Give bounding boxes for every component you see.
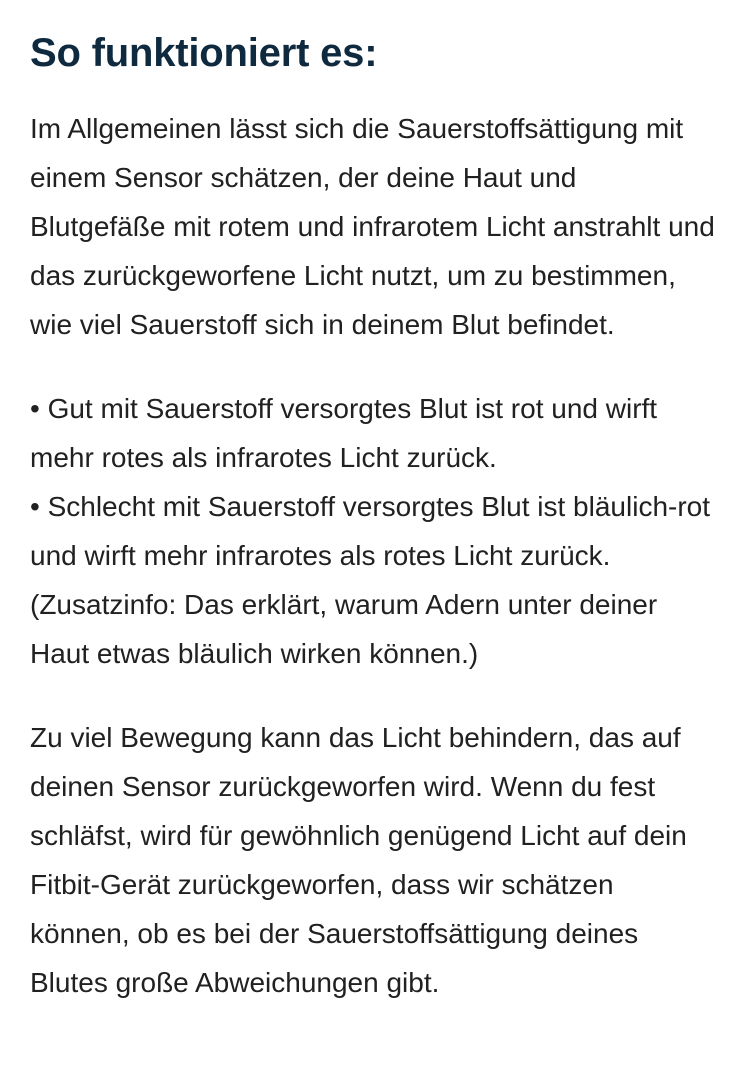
bullet-item-deoxygenated: • Schlecht mit Sauerstoff versorgtes Blut ist bläulich-rot und wirft mehr infrarotes als rotes Licht zurück. (Zusatzinfo: Das erklärt, warum Adern unter deiner Haut etwas bläulich wirken können.)	[30, 491, 711, 669]
bullet-list	[30, 384, 716, 678]
intro-paragraph: Im Allgemeinen lässt sich die Sauerstoffsättigung mit einem Sensor schätzen, der deine Haut und Blutgefäße mit rotem und infrarotem Licht anstrahlt und das zurückgeworfene Licht nutzt, um zu bestimmen, wie viel Sauerstoff sich in deinem Blut befindet.	[30, 113, 715, 340]
article	[30, 28, 716, 1007]
page-title: So funktioniert es:	[30, 31, 378, 75]
bullet-item-oxygenated: • Gut mit Sauerstoff versorgtes Blut ist rot und wirft mehr rotes als infrarotes Licht zurück.	[30, 393, 658, 473]
movement-paragraph: Zu viel Bewegung kann das Licht behindern, das auf deinen Sensor zurückgeworfen wird. Wenn du fest schläfst, wird für gewöhnlich genügend Licht auf dein Fitbit-Gerät zurückgeworfen, dass wir schätzen können, ob es bei der Sauerstoffsättigung deines Blutes große Abweichungen gibt.	[30, 722, 687, 998]
